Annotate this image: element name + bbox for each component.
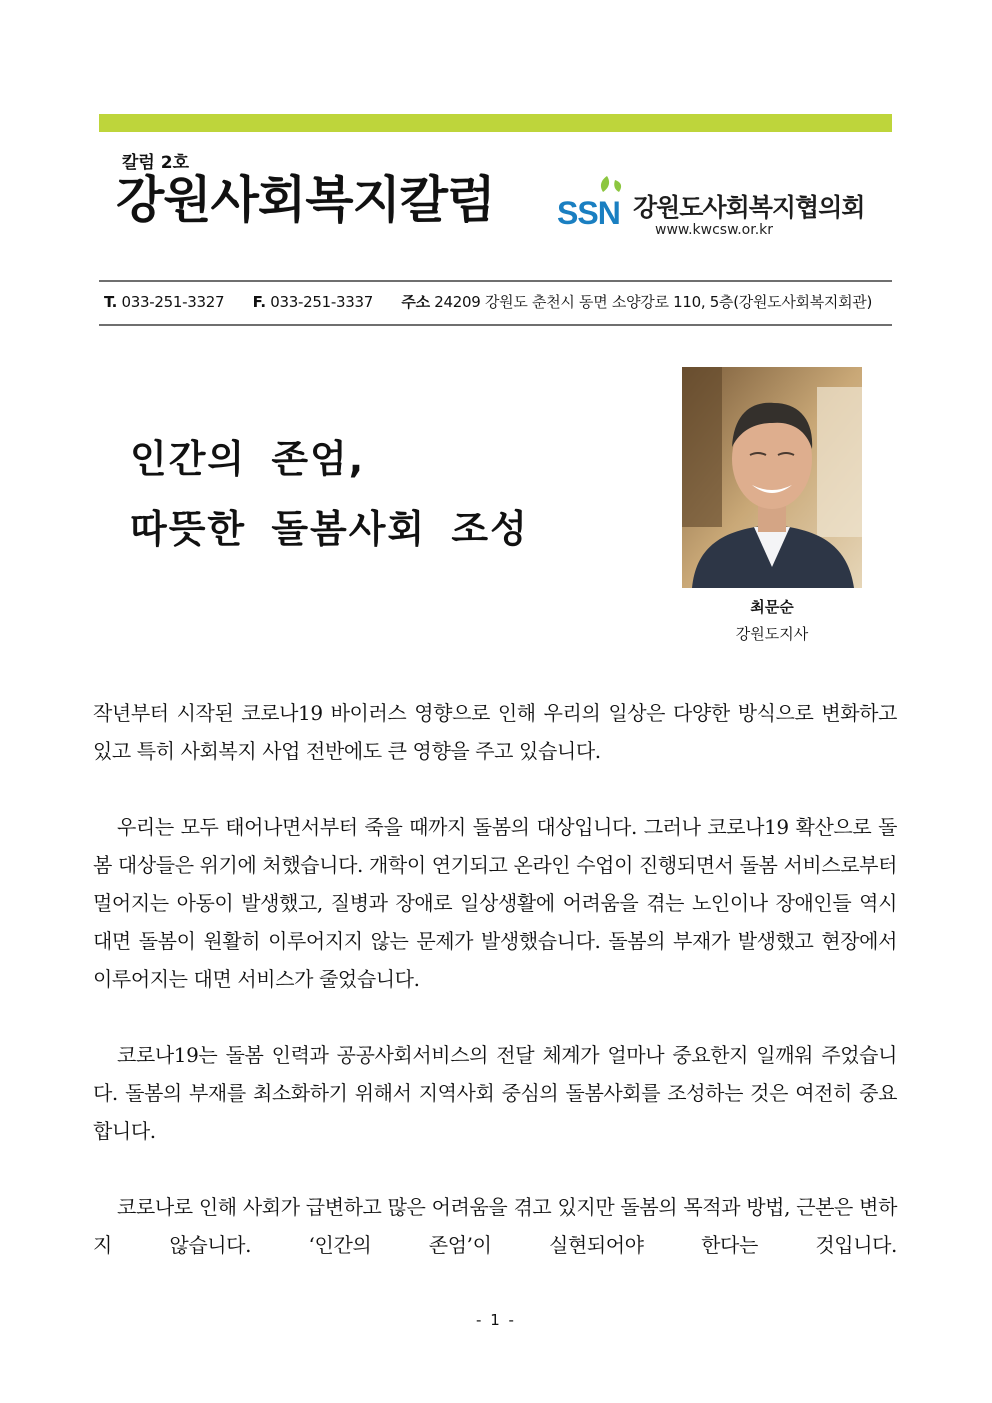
address-label: 주소 [401,293,430,311]
paragraph: 작년부터 시작된 코로나19 바이러스 영향으로 인해 우리의 일상은 다양한 방식으로 변화하고 있고 특히 사회복지 사업 전반에도 큰 영향을 주고 있습니다. [93,701,897,763]
article-body [93,694,897,1264]
tel-label: T. [104,293,118,311]
contact-divider-bottom [99,324,892,326]
org-name: 강원도사회복지협의회 [633,193,865,222]
tel-number: 033-251-3327 [121,293,225,311]
fax-label: F. [252,293,266,311]
paragraph: 코로나로 인해 사회가 급변하고 많은 어려움을 겪고 있지만 돌봄의 목적과 방법, 근본은 변하지 않습니다. ‘인간의 존엄’이 실현되어야 한다는 것입니다. [93,1195,897,1257]
contact-divider-top [99,280,892,282]
paragraph: 코로나19는 돌봄 인력과 공공사회서비스의 전달 체계가 얼마나 중요한지 일깨워 주었습니다. 돌봄의 부재를 최소화하기 위해서 지역사회 중심의 돌봄사회를 조성하는 것은 여전히 중요합니다. [93,1043,897,1143]
address: 24209 강원도 춘천시 동면 소양강로 110, 5층(강원도사회복지회관) [434,293,873,311]
ssn-logo-icon [557,172,627,228]
ssn-logo-text: SSN [557,195,620,228]
paragraph: 우리는 모두 태어나면서부터 죽을 때까지 돌봄의 대상입니다. 그러나 코로나19 확산으로 돌봄 대상들은 위기에 처했습니다. 개학이 연기되고 온라인 수업이 진행되면서 돌봄 서비스로부터 멀어지는 아동이 발생했고, 질병과 장애로 일상생활에 어려움을 겪는 노인이나 장애인들 역시 대면 돌봄이 원활히 이루어지지 않는 문제가 발생했습니다. 돌봄의 부재가 발생했고 현장에서 이루어지는 대면 서비스가 줄었습니다. [93,815,897,991]
page-number: - 1 - [476,1311,516,1329]
author-name: 최문순 [750,598,794,616]
org-logo [557,168,887,248]
article-headline [130,424,529,564]
author-portrait-image [682,367,862,588]
author-photo [682,367,862,588]
headline-line-2: 따뜻한 돌봄사회 조성 [130,507,529,551]
column-title: 강원사회복지칼럼 [116,171,495,229]
fax-number: 033-251-3337 [270,293,373,311]
issue-label: 칼럼 2호 [122,153,190,173]
contact-info [104,291,894,312]
author-title: 강원도지사 [735,625,809,643]
org-url[interactable]: www.kwcsw.or.kr [655,222,774,238]
header-accent-bar [99,114,892,132]
headline-line-1: 인간의 존엄, [130,437,366,481]
